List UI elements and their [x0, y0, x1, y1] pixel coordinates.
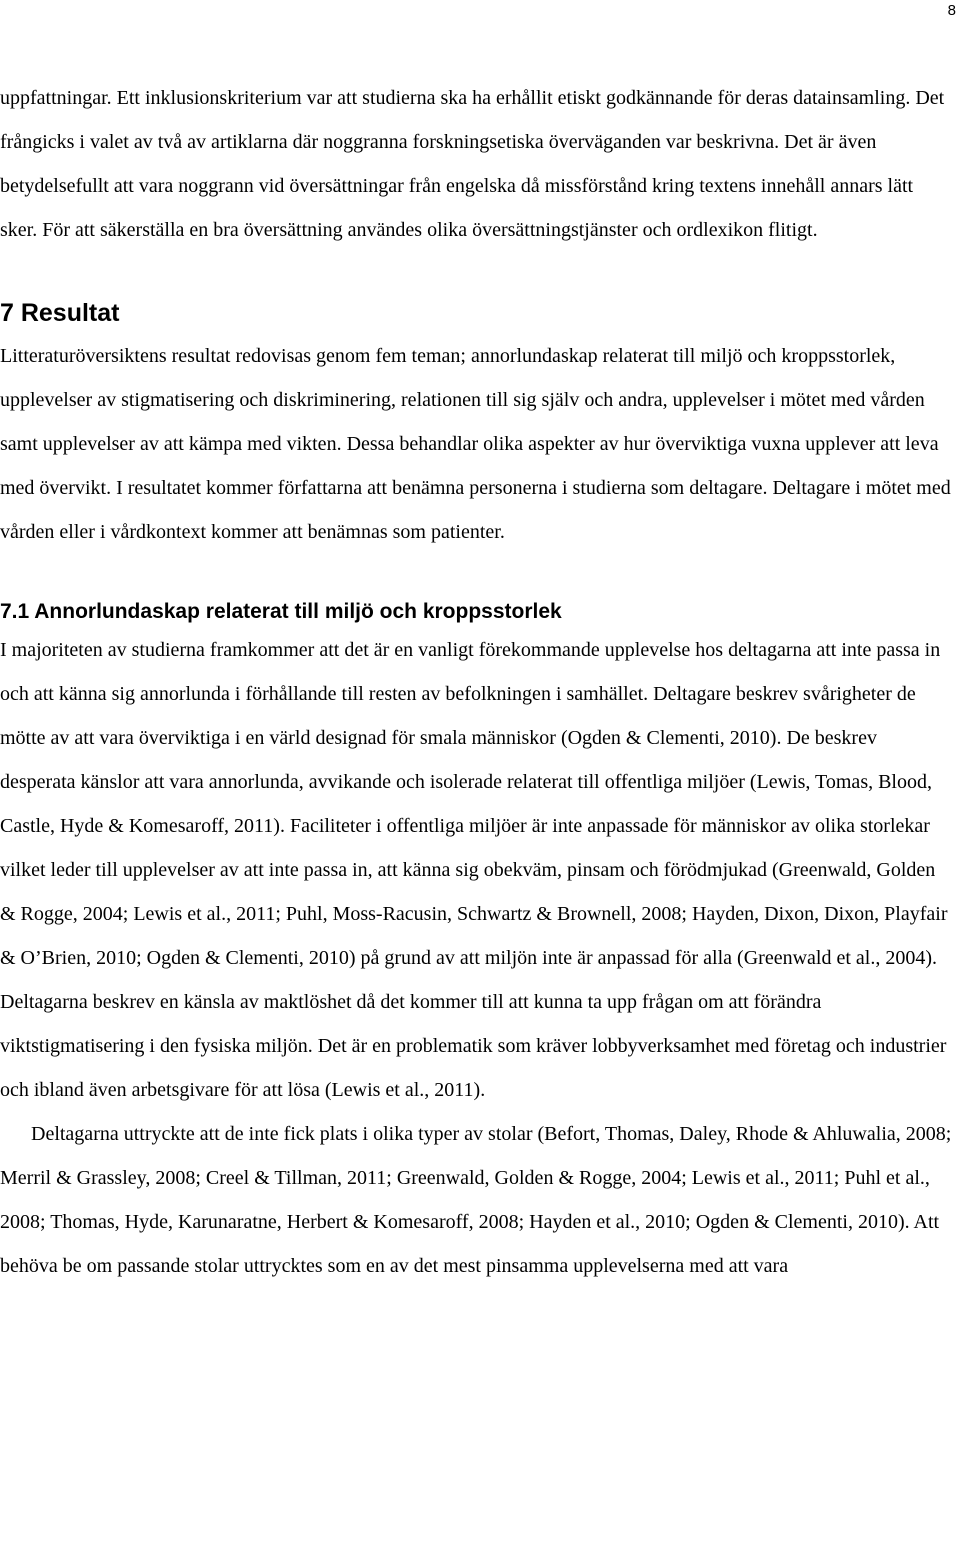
section-7-1-paragraph-1: I majoriteten av studierna framkommer att det är en vanligt förekommande upplevelse hos deltagarna att inte passa in och att känna sig annorlunda i förhållande till resten av befolkningen i samhället. Deltagare beskrev svårigheter de mötte av att vara överviktiga i en värld designad för smala människor (Ogden & Clementi, 2010). De beskrev desperata känslor att vara annorlunda, avvikande och isolerade relaterat till offentliga miljöer (Lewis, Tomas, Blood, Castle, Hyde & Komesaroff, 2011). Faciliteter i offentliga miljöer är inte anpassade för människor av olika storlekar vilket leder till upplevelser av att inte passa in, att känna sig obekväm, pinsam och förödmjukad (Greenwald, Golden & Rogge, 2004; Lewis et al., 2011; Puhl, Moss-Racusin, Schwartz & Brownell, 2008; Hayden, Dixon, Dixon, Playfair & O’Brien, 2010; Ogden & Clementi, 2010) på grund av att miljön inte är anpassad för alla (Greenwald et al., 2004). Deltagarna beskrev en känsla av maktlöshet då det kommer till att kunna ta upp frågan om att förändra viktstigmatisering i den fysiska miljön. Det är en problematik som kräver lobbyverksamhet med företag och industrier och ibland även arbetsgivare för att lösa (Lewis et al., 2011).	[0, 639, 948, 1101]
section-7-1-paragraph-2: Deltagarna uttryckte att de inte fick plats i olika typer av stolar (Befort, Thomas, Daley, Rhode & Ahluwalia, 2008; Merril & Grassley, 2008; Creel & Tillman, 2011; Greenwald, Golden & Rogge, 2004; Lewis et al., 2011; Puhl et al., 2008; Thomas, Hyde, Karunaratne, Herbert & Komesaroff, 2008; Hayden et al., 2010; Ogden & Clementi, 2010). Att behöva be om passande stolar uttrycktes som en av det mest pinsamma upplevelserna med att vara	[0, 1123, 952, 1277]
intro-paragraph: uppfattningar. Ett inklusionskriterium var att studierna ska ha erhållit etiskt godkännande för deras datainsamling. Det frångicks i valet av två av artiklarna där noggranna forskningsetiska överväganden var beskrivna. Det är även betydelsefullt att vara noggrann vid översättningar från engelska då missförstånd kring textens innehåll annars lätt sker. För att säkerställa en bra översättning användes olika översättningstjänster och ordlexikon flitigt.	[0, 87, 945, 241]
section-heading-resultat: 7 Resultat	[0, 299, 120, 327]
page-number: 8	[947, 2, 956, 19]
subsection-heading-annorlundaskap: 7.1 Annorlundaskap relaterat till miljö och kroppsstorlek	[0, 600, 562, 623]
document-body	[0, 76, 952, 1288]
section-7-paragraph: Litteraturöversiktens resultat redovisas genom fem teman; annorlundaskap relaterat till miljö och kroppsstorlek, upplevelser av stigmatisering och diskriminering, relationen till sig själv och andra, upplevelser i mötet med vården samt upplevelser av att kämpa med vikten. Dessa behandlar olika aspekter av hur överviktiga vuxna upplever att leva med övervikt. I resultatet kommer författarna att benämna personerna i studierna som deltagare. Deltagare i mötet med vården eller i vårdkontext kommer att benämnas som patienter.	[0, 345, 951, 543]
